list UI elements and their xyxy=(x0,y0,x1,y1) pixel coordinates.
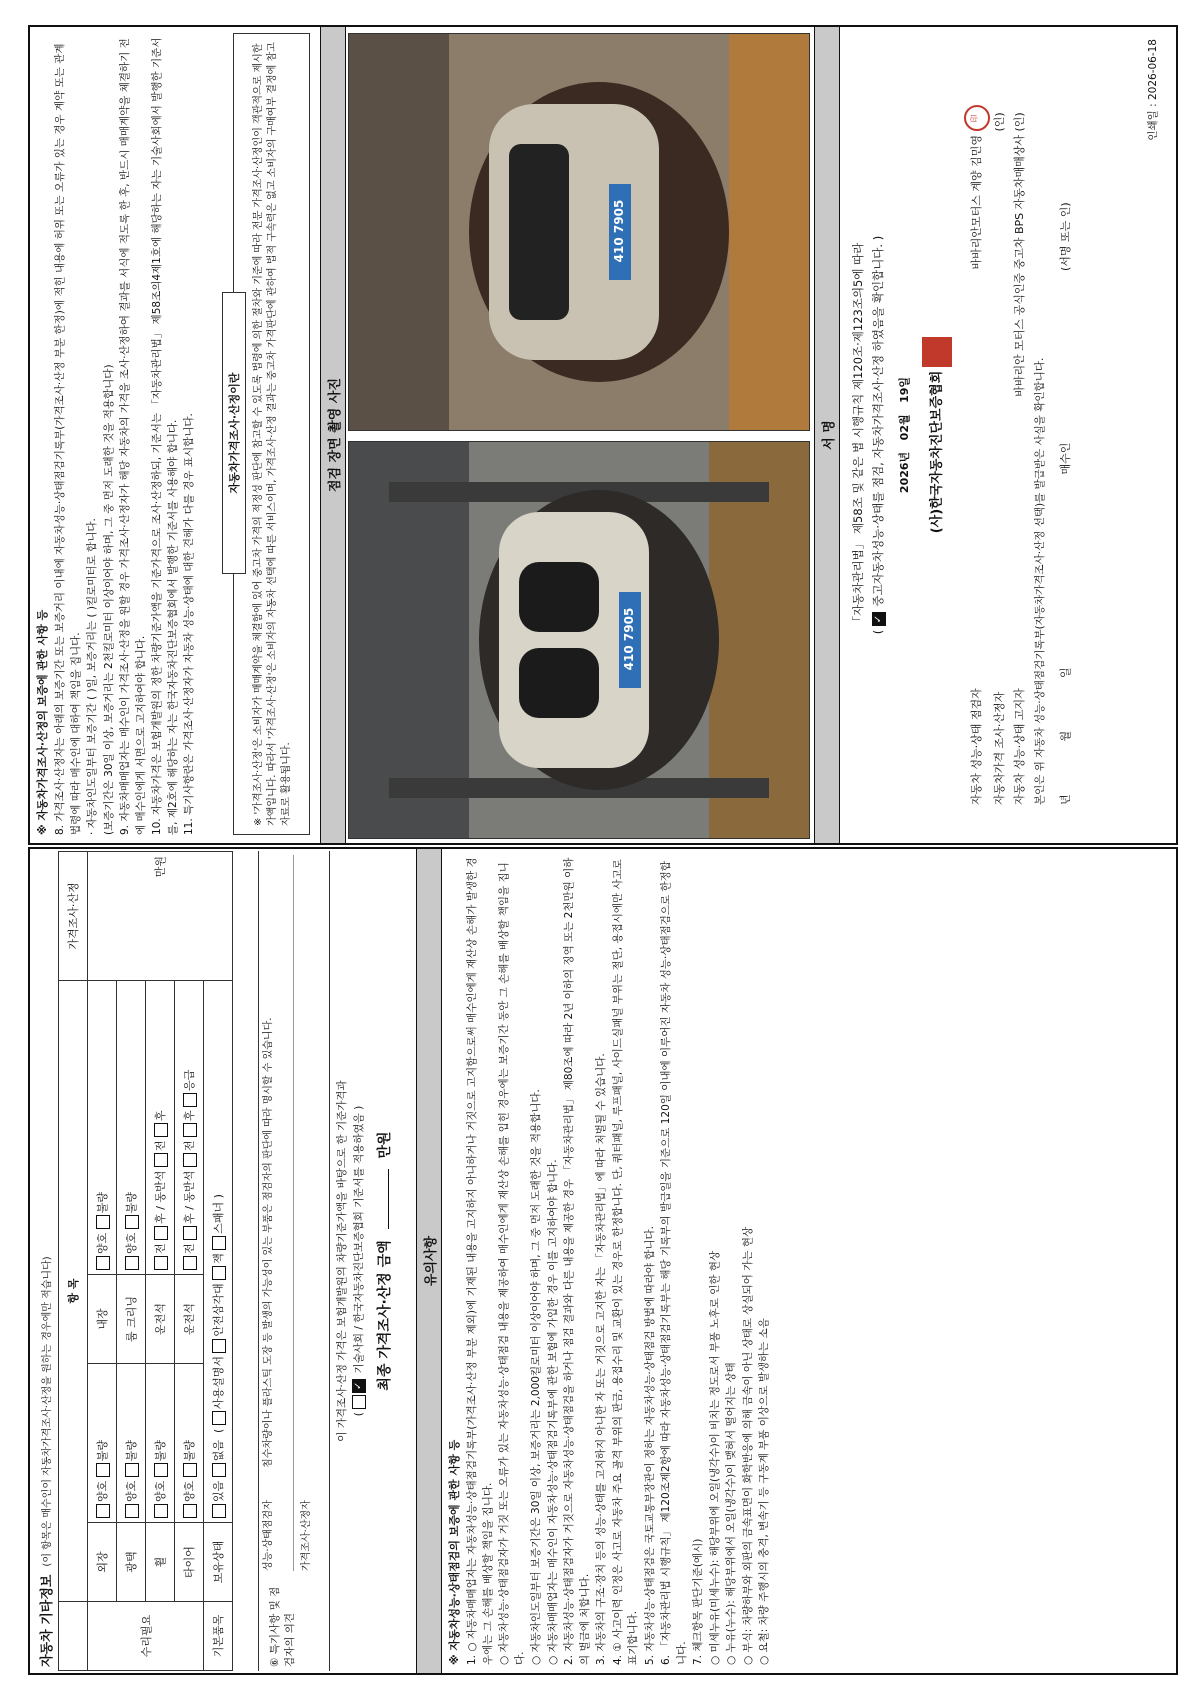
price-desc: 이 가격조사·산정 가격은 보험개발원의 차량기준가액을 바탕으로 한 기준가격과 xyxy=(336,1080,348,1442)
note-item: ○ 자동차인도일부터 보증기간은 30일 이상, 보증거리는 2,000킬로미터 이상이어야 하며, 그 중 먼저 도래한 것을 적용합니다. xyxy=(530,1089,542,1665)
sign-section: 「자동차관리법」 제58조 및 같은 법 시행규칙 제120조·제123조의5에 따라 ( ✓ 중고자동차성능·상태를 점검, 자동차가격조사·산정 하였음을 확인합니다. ) 2026년 02월 19일 (사)한국자동차진단보증협회 자동차 성능·상태 점검자바바리안모터스 계양 김민영 印 자동차가격 조사·산정자 (인) 자동차 성능·상태 고지자바바리안 모터스 공식인증 중고차 BPS 자동차매매상사 (인) 본인은 위 자동차 성능·상태점검기록부(자동차가격조사·산정 선택)를 발급받은 사실을 확인합니다. 년 월 일 매수인 (서명 또는 인) 인쇄일 : 2026-06-18 xyxy=(846,35,1166,835)
price-desc2: 기술사회 / 한국자동차진단보증협회 기준서를 적용하였음 xyxy=(353,1113,365,1374)
note-item: 4. ① 사고이력 인정은 사고로 자동차 주요 골격 부위의 판금, 용접수리 및 교환이 있는 경우로 한정합니다. 단, 쿼터패널, 루프패널, 사이드실패널 부위는 절단, 용접시에만 사고로 표기합니다. xyxy=(611,859,639,1665)
note-item: 11. 특기사항란은 가격조사·산정자가 자동차 성능·상태에 대한 견해가 다를 경우 표시합니다. xyxy=(183,413,195,835)
note-item: ○ 자동차성능·상태점검자가 거짓 또는 오류가 있는 자동차성능·상태점검 내용을 제공하여 매수인에게 재산상 손해를 입힌 경우에는 보증기간 동안 그 손해를 배상할 책임을 집니다. xyxy=(498,862,526,1665)
final-price-section: 이 가격조사·산정 가격은 보험개발원의 차량기준가액을 바탕으로 한 기준가격과 ( ✓ 기술사회 / 한국자동차진단보증협회 기준서를 적용하였음 ) 최종 가격조사·산정 금액 만원 xyxy=(332,851,412,1671)
note-item: (보증기간은 30일 이상, 보증거리는 2천킬로미터 이상이어야 하며, 그 중 먼저 도래한 것을 적용합니다) xyxy=(102,364,115,835)
opt: 양호 xyxy=(154,1480,167,1502)
row-label: 운전석 xyxy=(175,1275,204,1364)
price-unit-2: 만원 xyxy=(377,1131,393,1159)
checkbox[interactable] xyxy=(212,1236,226,1250)
left-panel xyxy=(28,847,1178,1675)
opt: 양호 xyxy=(96,1480,109,1502)
sign-text: 「자동차관리법」 제58조 및 같은 법 시행규칙 제120조·제123조의5에 따라 xyxy=(851,242,865,628)
opt: 잭 xyxy=(212,1253,225,1264)
row-label: 운전석 xyxy=(146,1275,175,1364)
plate-number: 410 7905 xyxy=(612,199,626,263)
sign-name: 바바리안모터스 계양 김민영 xyxy=(970,135,983,270)
sign-confirm-text: 본인은 위 자동차 성능·상태점검기록부(자동차가격조사·산정 선택)를 발급받은 사실을 확인합니다. xyxy=(1034,357,1046,805)
car-rear-illustration xyxy=(349,34,809,430)
print-date: 인쇄일 : 2026-06-18 xyxy=(1147,39,1159,141)
note-item: 7. 체크항목 판단기준(예시) xyxy=(692,1538,704,1665)
row-label: 내장 xyxy=(88,1275,117,1364)
left-notes xyxy=(446,857,774,1665)
checkbox[interactable] xyxy=(212,1266,226,1280)
date-label: 월 xyxy=(1059,730,1072,742)
sign-mark: (인) xyxy=(1013,112,1026,132)
sign-role: 자동차 성능·상태 점검자 xyxy=(970,688,983,805)
note-item: ○ 미세누유(미세누수): 해당부위에 오일(냉각수)이 비치는 정도로서 부품 노후로 인한 현상 xyxy=(708,1250,721,1665)
inspection-photo-rear xyxy=(348,33,810,431)
special-label: ⑥ 특기사항 및 점검자의 의견 xyxy=(269,1586,296,1667)
inspector-remark-row xyxy=(259,855,294,1571)
note-item: 9. 자동차매매업자는 매수인이 가격조사·산정을 원할 경우 가격조사·산정자가 해당 자동차의 가격을 조사·산정하여 결과를 서식에 적도록 한 후, 반드시 매매계약을 체결하기 전에 매수인에게 서면으로 고지하여야 합니다. xyxy=(119,38,147,835)
sign-day: 19일 xyxy=(898,376,911,403)
date-label: 일 xyxy=(1059,667,1072,678)
opt: 전 xyxy=(154,1140,167,1152)
vehicle-info-table: 항 목 가격조사·산정 수리필요 외장 양호 불량 내장 양호 불량 만원 광택 양호 불량 룸 크리닝 양호 불량 휠 양호 불량 운전석 전 후 / 동반석 전 후 타이어 양호 불량 운전석 전 후 / 동반석 전 후 응급 기본품목 보유상태 있음 없음 ( 사용설명서 안전삼각대 잭 스패너 ) xyxy=(58,851,233,1671)
warning-band: 유의사항 xyxy=(416,849,442,1673)
checkbox[interactable] xyxy=(352,1395,366,1409)
sign-mark: (인) xyxy=(993,112,1006,132)
price-unit: 만원 xyxy=(88,852,233,981)
checkbox[interactable] xyxy=(183,1226,197,1240)
sign-role: 자동차가격 조사·산정자 xyxy=(993,691,1006,805)
company-name: (사)한국자동차진단보증협회 xyxy=(929,370,945,534)
sign-lines xyxy=(964,35,1076,805)
opt: 불량 xyxy=(183,1439,196,1462)
checkbox[interactable] xyxy=(183,1153,197,1167)
col-header-item: 항 목 xyxy=(59,981,88,1602)
opt: 불량 xyxy=(125,1191,138,1214)
right-notes xyxy=(34,35,199,835)
note-item: 8. 가격조사·산정자는 아래의 보증기간 또는 보증거리 이내에 자동차성능·상태점검기록부(가격조사·산정 부분 한정)에 적힌 내용에 허위 또는 오류가 있는 경우 계약 또는 관계법령에 따라 매수인에 대하여 책임을 집니다. xyxy=(54,43,82,835)
note-item: 1. ○ 자동차매매업자는 자동차성능·상태점검기록부(가격조사·산정 부분 제외)에 기재된 내용을 고지하지 아니하거나 거짓으로 고지함으로써 매수인에게 재산상 손해가 발생한 경우에는 그 손해를 배상할 책임을 집니다. xyxy=(466,857,494,1665)
sign-band: 서 명 xyxy=(814,27,840,843)
seal-icon: 印 xyxy=(964,106,990,132)
checkbox[interactable] xyxy=(125,1215,139,1229)
inspector-remark-text: 침수차량이나 플라스틱 도장 등 발생의 가능성이 있는 부품은 점검자의 판단에 따라 명시할 수 있습니다. xyxy=(263,1017,274,1468)
date-label: 년 xyxy=(1059,794,1072,805)
plate-number: 410 7905 xyxy=(622,607,636,671)
opt: 없음 xyxy=(212,1439,225,1462)
repair-label: 수리필요 xyxy=(88,1602,204,1671)
col-header-price: 가격조사·산정 xyxy=(59,852,88,981)
right-panel xyxy=(28,25,1178,845)
vehicle-info-note: (이 항목은 매수인이 자동차가격조사·산정을 원하는 경우에만 적습니다) xyxy=(41,1256,53,1567)
basic-label: 기본품목 xyxy=(204,1602,233,1671)
price-input[interactable] xyxy=(388,1169,389,1229)
opt: 불량 xyxy=(96,1439,109,1462)
checkbox[interactable] xyxy=(96,1256,110,1270)
inspector-remark-label: 성능·상태점검자 xyxy=(263,1500,274,1571)
checkbox[interactable] xyxy=(212,1339,226,1353)
opt: 후 xyxy=(183,1110,196,1121)
opt: 안전삼각대 xyxy=(212,1283,225,1337)
special-remarks xyxy=(258,851,330,1671)
checkbox[interactable] xyxy=(183,1463,197,1477)
opt: 전 xyxy=(154,1243,167,1254)
row-label: 광택 xyxy=(117,1523,146,1602)
opt: 후 xyxy=(154,1213,167,1224)
row-label: 보유상태 xyxy=(204,1523,233,1602)
checkbox[interactable] xyxy=(96,1463,110,1477)
note-item: ○ 부식: 차량하부와 외판의 금속표면이 화학반응에 의해 금속이 아닌 상태로 상실되어 가는 현상 xyxy=(741,1226,754,1665)
buyer-mark: (서명 또는 인) xyxy=(1059,202,1072,271)
sign-text2: 중고자동차성능·상태를 점검, 자동차가격조사·산정 하였음을 확인합니다. xyxy=(871,243,885,607)
appraisal-box-title: 자동차가격조사·산정이란 xyxy=(222,292,246,574)
checkbox[interactable] xyxy=(125,1504,139,1518)
note-item: ○ 자동차매매업자는 매수인이 자동차성능·상태점검기록부에 관한 보험에 가입한 경우 이를 고지하여야 합니다. xyxy=(546,1159,559,1665)
checkbox[interactable] xyxy=(212,1463,226,1477)
note-item: ○ 요철: 차량 주행시의 충격, 변속기 등 구동계 부품 이상으로 발생하는 소음 xyxy=(758,1318,770,1665)
sign-name: 바바리안 모터스 공식인증 중고차 BPS 자동차매매상사 xyxy=(1013,135,1026,397)
checkbox[interactable] xyxy=(154,1256,168,1270)
checkbox[interactable] xyxy=(125,1256,139,1270)
opt: 양호 xyxy=(183,1480,196,1502)
opt: 동반석 xyxy=(154,1170,167,1203)
row-label: 휠 xyxy=(146,1523,175,1602)
inspection-photo-front xyxy=(348,441,810,839)
sign-year: 2026년 xyxy=(898,451,911,494)
car-front-illustration xyxy=(349,442,809,838)
photo-band: 점검 장면 촬영 사진 xyxy=(320,27,346,843)
checkbox[interactable] xyxy=(212,1411,226,1425)
checkbox[interactable] xyxy=(154,1226,168,1240)
checkbox[interactable] xyxy=(154,1463,168,1477)
note-item: 5. 자동차성능·상태점검은 국토교통부장관이 정하는 자동차성능·상태점검 방법에 따라야 합니다. xyxy=(643,1226,656,1665)
sign-month: 02월 xyxy=(898,414,911,441)
checkbox[interactable] xyxy=(212,1504,226,1518)
checkbox[interactable] xyxy=(96,1215,110,1229)
opt: 양호 xyxy=(125,1480,138,1502)
row-label: 외장 xyxy=(88,1523,117,1602)
checkbox[interactable] xyxy=(183,1123,197,1137)
note-item: · 자동차인도일부터 보증기간 ( )일, 보증거리는 ( )킬로미터로 합니다. xyxy=(86,518,98,835)
checkbox-checked[interactable]: ✓ xyxy=(872,612,886,626)
opt: 사용설명서 xyxy=(212,1356,225,1410)
vehicle-info-title: 자동차 기타정보 (이 항목은 매수인이 자동차가격조사·산정을 원하는 경우에만 적습니다) xyxy=(39,1256,55,1667)
notes-title: ※ 자동차성능·상태점검의 보증에 관한 사항 등 xyxy=(448,1439,461,1665)
appraisal-box-text: ※ '가격조사·산정'은 소비자가 매매계약을 체결함에 있어 중고차 가격의 적정성 판단에 참고할 수 있도록 법령에 의한 절차와 기준에 따라 전문 가격조사·산정인이 객관적으로 제시한 가액입니다. 따라서 '가격조사·산정'은 소비자의 자동차 선택에 따른 서비스이며, 가격조사·산정 결과는 중고차 가격판단에 관하여 법적 구속력은 없고 소비자의 구매여부 결정에 참고자료로 활용됩니다. xyxy=(253,42,292,826)
note-item: 3. 자동차의 구조·장치 등의 성능·상태를 고지하지 아니한 자 또는 거짓으로 고지한 자는 「자동차관리법」에 따라 처벌될 수 있습니다. xyxy=(595,1053,607,1665)
col-blank xyxy=(59,1602,88,1671)
company-stamp-icon xyxy=(922,337,952,367)
opt: 불량 xyxy=(154,1439,167,1462)
note-item: ○ 누유(누수): 해당부위에서 오일(냉각수)이 맺혀서 떨어지는 상태 xyxy=(725,1362,737,1665)
opt: 양호 xyxy=(96,1232,109,1254)
notes-title: ※ 자동차가격조사·산정의 보증에 관한 사항 등 xyxy=(36,609,49,835)
opt: 동반석 xyxy=(183,1170,196,1203)
opt: 후 xyxy=(183,1213,196,1224)
row-label: 룸 크리닝 xyxy=(117,1275,146,1364)
checkbox[interactable] xyxy=(154,1123,168,1137)
checkbox[interactable] xyxy=(183,1256,197,1270)
checkbox[interactable] xyxy=(154,1504,168,1518)
row-label: 타이어 xyxy=(175,1523,204,1602)
appraisal-info-box xyxy=(228,33,310,835)
opt: 후 xyxy=(154,1110,167,1121)
opt: 양호 xyxy=(125,1232,138,1254)
buyer-label: 매수인 xyxy=(1059,442,1072,475)
appraiser-remark-label: 가격조사·산정자 xyxy=(301,1500,312,1571)
opt: 불량 xyxy=(96,1191,109,1214)
opt: 있음 xyxy=(212,1480,225,1502)
opt: 전 xyxy=(183,1140,196,1152)
opt: 스패너 xyxy=(212,1201,225,1234)
checkbox[interactable] xyxy=(183,1093,197,1107)
checkbox[interactable] xyxy=(125,1463,139,1477)
note-item: 10. 자동차가격은 보험개발원의 정한 차량기준가액을 기준가격으로 조사·산정하되, 기준서는 「자동차관리법」 제58조의4제1호에 해당하는 자는 기술사회에서 발행한 기준서를, 제2호에 해당하는 자는 한국자동차진단보증협회에서 발행한 기준서를 사용해야 합니다. xyxy=(151,37,179,835)
note-item: 2. 자동차성능·상태점검자가 거짓으로 자동차성능·상태점검을 하거나 점검 결과와 다른 내용을 제공한 경우 「자동차관리법」 제80조에 따라 2년 이하의 징역 또는 2천만원 이하의 벌금에 처합니다. xyxy=(563,857,591,1665)
price-title: 최종 가격조사·산정 금액 xyxy=(377,1240,393,1391)
checkbox[interactable] xyxy=(154,1153,168,1167)
checkbox-checked[interactable]: ✓ xyxy=(352,1379,366,1393)
opt: 응급 xyxy=(183,1069,196,1091)
opt: 전 xyxy=(183,1243,196,1254)
checkbox[interactable] xyxy=(183,1504,197,1518)
opt: 불량 xyxy=(125,1439,138,1462)
note-item: 6. 「자동차관리법 시행규칙」 제120조제2항에 따라 자동차성능·상태점검기록부는 해당 기록부의 발급일을 기준으로 120일 이내에 이루어진 자동차 성능·상태점검으로 한정합니다. xyxy=(660,861,688,1665)
sign-role: 자동차 성능·상태 고지자 xyxy=(1013,688,1026,805)
checkbox[interactable] xyxy=(96,1504,110,1518)
